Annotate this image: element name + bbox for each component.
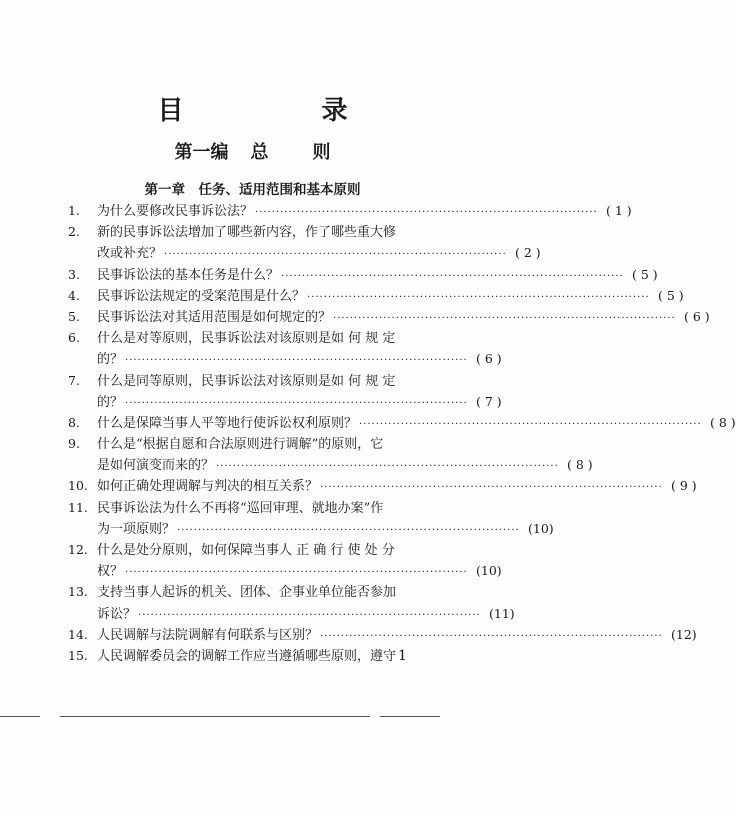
toc-entry-line [68,645,430,666]
entry-number: 7. [68,372,80,388]
toc-entry-line [68,327,430,348]
part-heading [0,138,505,164]
table-of-contents [68,200,736,666]
entry-text: 改或补充？ [97,246,163,262]
toc-entry-line [68,370,430,391]
entry-text: 支持当事人起诉的机关、团体、企事业单位能否参加 [97,585,397,601]
entry-page-number: ( 8 ) [710,414,736,430]
entry-number: 3. [68,266,80,282]
entry-text: 民事诉讼法规定的受案范围是什么？ [97,288,306,304]
entry-text: 人民调解委员会的调解工作应当遵循哪些原则，遵守 [97,648,397,664]
entry-number: 12. [68,542,88,557]
entry-page-number: (10) [476,563,502,579]
entry-page-number: ( 6 ) [476,351,502,367]
part-word-2: 则 [312,142,331,163]
chapter-heading: 第一章 任务、适用范围和基本原则 [144,182,361,198]
entry-page-number: ( 1 ) [606,203,632,218]
dot-leader: ·················································································· [359,418,702,430]
entry-text: 什么是对等原则，民事诉讼法对该原则是如 何 规 定 [97,331,396,347]
entry-number: 11. [68,499,88,515]
toc-entry-line [68,433,430,454]
toc-entry-line [68,391,502,412]
entry-text: 权？ [97,564,124,580]
entry-page-number: ( 9 ) [671,478,697,494]
dot-leader: ·················································································· [320,482,663,494]
entry-page-number: (11) [489,605,515,621]
dot-leader: ·················································································· [177,524,520,536]
dot-leader: ·················································································· [216,461,559,473]
toc-entry-line [68,285,684,306]
toc-entry-line [68,348,502,369]
dot-leader: ·················································································· [125,355,468,367]
entry-text: 什么是同等原则，民事诉讼法对该原则是如 何 规 定 [97,373,396,389]
entry-text: 新的民事诉讼法增加了哪些新内容，作了哪些重大修 [97,225,397,241]
entry-number: 10. [68,478,88,494]
toc-entry-line [68,624,697,645]
entry-number: 13. [68,584,88,600]
entry-page-number: (10) [528,520,554,536]
toc-entry-line [68,306,710,327]
dot-leader: ·················································································· [307,291,650,303]
dot-leader: ·················································································· [164,249,507,261]
entry-page-number: ( 5 ) [658,287,684,303]
toc-entry-line [68,475,697,496]
toc-entry-line [68,221,430,242]
entry-text: 的？ [97,394,124,410]
bottom-rule-right [380,716,440,717]
toc-entry-line [68,560,502,581]
entry-number: 9. [68,436,80,452]
toc-entry-line [68,412,736,433]
toc-entry-line [68,539,430,560]
entry-number: 2. [68,224,80,240]
entry-text: 如何正确处理调解与判决的相互关系？ [97,479,319,495]
dot-leader: ·················································································· [138,609,481,621]
dot-leader: ·················································································· [255,207,598,218]
entry-page-number: ( 6 ) [684,308,710,324]
toc-entry-line [68,242,541,263]
bottom-rule [60,716,370,717]
entry-page-number: ( 8 ) [567,457,593,473]
page-title: 目 录 [157,96,404,126]
part-number: 第一编 [174,142,229,163]
entry-number: 6. [68,330,80,346]
entry-number: 4. [68,287,80,303]
dot-leader: ·················································································· [125,397,468,409]
entry-number: 15. [68,647,88,663]
entry-page-number: ( 2 ) [515,245,541,261]
toc-entry-line [68,454,593,475]
entry-text: 民事诉讼法对其适用范围是如何规定的？ [97,309,332,325]
entry-text: 的？ [97,352,124,368]
entry-text: 民事诉讼法为什么不再将“巡回审理、就地办案”作 [97,500,384,516]
entry-number: 8. [68,414,80,430]
entry-text: 诉讼？ [97,606,137,622]
entry-text: 为一项原则？ [97,521,176,537]
dot-leader: ·················································································· [125,567,468,579]
entry-number: 5. [68,308,80,324]
entry-text: 是如何演变而来的？ [97,458,215,474]
dot-leader: ·················································································· [320,630,663,642]
toc-entry-line [68,497,430,518]
entry-text: 什么是“根据自愿和合法原则进行调解”的原则，它 [97,437,384,453]
toc-entry-line [68,518,554,539]
entry-number: 14. [68,626,88,642]
toc-entry-line [68,200,632,221]
entry-number: 1. [68,203,80,218]
toc-entry-line [68,264,658,285]
page-number: 1 [398,648,407,664]
toc-entry-line [68,603,515,624]
entry-text: 人民调解与法院调解有何联系与区别？ [97,627,319,643]
entry-text: 为什么要修改民事诉讼法？ [97,204,254,219]
entry-page-number: ( 5 ) [632,266,658,282]
dot-leader: ·················································································· [281,270,624,282]
bottom-rule-left [0,716,40,717]
entry-text: 什么是处分原则，如何保障当事人 正 确 行 使 处 分 [97,543,395,558]
entry-page-number: (12) [671,626,697,642]
part-word-1: 总 [250,142,269,163]
entry-text: 什么是保障当事人平等地行使诉讼权利原则？ [97,415,358,431]
toc-entry-line [68,581,430,602]
entry-page-number: ( 7 ) [476,393,502,409]
dot-leader: ·················································································· [333,312,676,324]
entry-text: 民事诉讼法的基本任务是什么？ [97,267,280,283]
